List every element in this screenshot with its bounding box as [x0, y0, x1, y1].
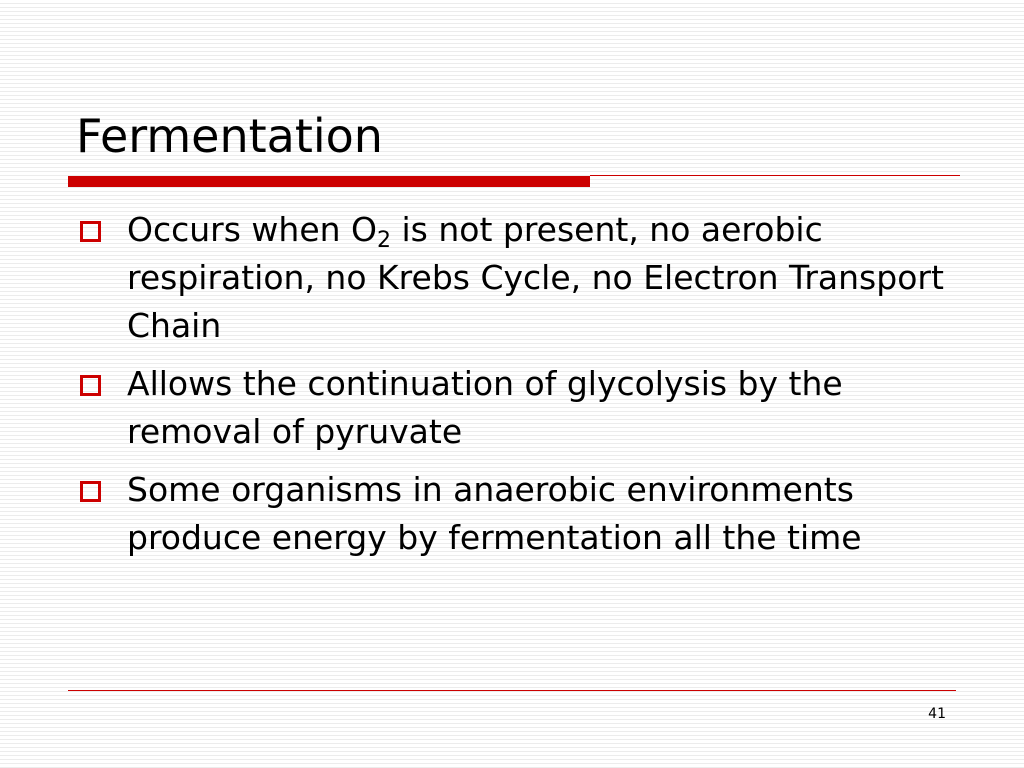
square-bullet-icon — [80, 375, 101, 396]
bullet-item — [76, 466, 946, 562]
page-number: 41 — [928, 706, 946, 722]
title-underline-rule — [590, 175, 960, 176]
bullet-text: Some organisms in anaerobic environments produce energy by fermentation all the time — [127, 470, 862, 557]
title-underline-bar — [68, 176, 590, 187]
bullet-item — [76, 360, 946, 456]
bullet-text-part: is not present, no aerobic respiration, no Krebs Cycle, no Electron Transport Chain — [127, 210, 944, 345]
slide-title: Fermentation — [76, 109, 383, 163]
footer-rule — [68, 690, 956, 691]
bullet-text-part: Occurs when O — [127, 210, 378, 249]
square-bullet-icon — [80, 221, 101, 242]
square-bullet-icon — [80, 481, 101, 502]
bullet-item — [76, 206, 946, 350]
oxygen-subscript: 2 — [377, 228, 392, 253]
bullet-text: Allows the continuation of glycolysis by the removal of pyruvate — [127, 364, 843, 451]
bullet-list — [76, 206, 946, 572]
